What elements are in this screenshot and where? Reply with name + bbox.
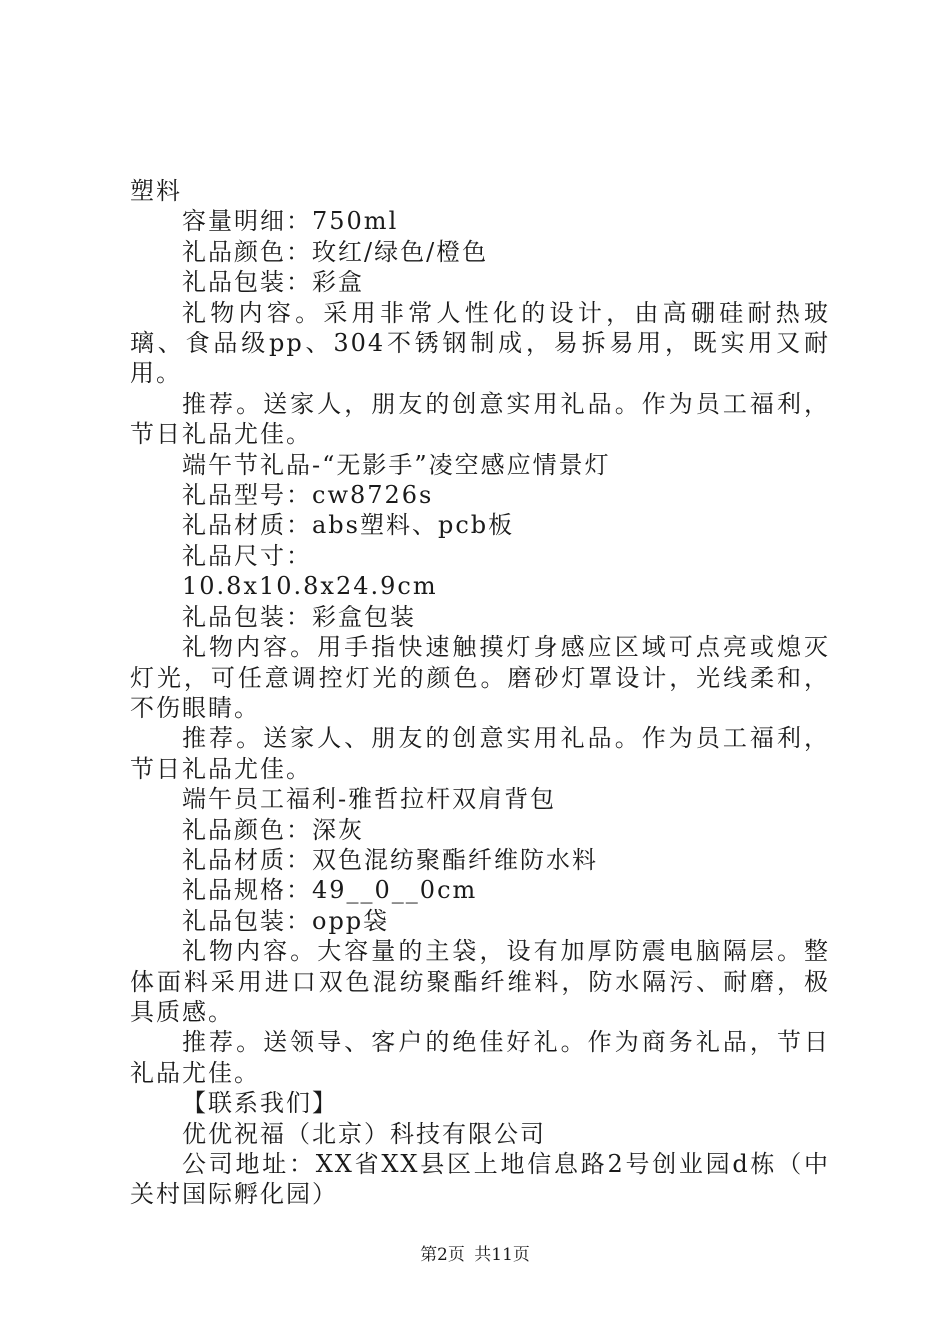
paragraph: 公司地址：XX省XX县区上地信息路2号创业园d栋（中关村国际孵化园） — [130, 1150, 830, 1209]
paragraph: 礼品包装：彩盒包装 — [182, 602, 416, 631]
paragraph: 礼品包装：opp袋 — [182, 906, 390, 935]
paragraph: 推荐。送家人、朋友的创意实用礼品。作为员工福利，节日礼品尤佳。 — [130, 724, 830, 783]
paragraph: 礼品材质：abs塑料、pcb板 — [182, 511, 515, 540]
paragraph: 优优祝福（北京）科技有限公司 — [182, 1119, 546, 1148]
paragraph: 礼物内容。采用非常人性化的设计，由高硼硅耐热玻璃、食品级pp、304不锈钢制成，易拆易用，既实用又耐用。 — [130, 298, 830, 388]
paragraph: 端午员工福利-雅哲拉杆双肩背包 — [182, 785, 557, 814]
paragraph: 礼品规格：49__0__0cm — [182, 876, 478, 905]
paragraph: 礼品包装：彩盒 — [182, 268, 364, 297]
page-footer — [0, 1244, 950, 1266]
paragraph: 【联系我们】 — [182, 1089, 338, 1118]
paragraph: 10.8x10.8x24.9cm — [182, 572, 438, 601]
paragraph: 礼物内容。用手指快速触摸灯身感应区域可点亮或熄灭灯光，可任意调控灯光的颜色。磨砂灯罩设计，光线柔和，不伤眼睛。 — [130, 633, 830, 722]
paragraph: 端午节礼品-“无影手”凌空感应情景灯 — [182, 450, 611, 479]
paragraph: 容量明细：750ml — [182, 207, 399, 236]
page-total: 共11页 — [474, 1245, 530, 1265]
paragraph: 礼品颜色：深灰 — [182, 815, 364, 844]
paragraph: 礼品尺寸： — [182, 541, 312, 570]
paragraph: 推荐。送领导、客户的绝佳好礼。作为商务礼品，节日礼品尤佳。 — [130, 1028, 830, 1087]
paragraph: 礼品颜色：玫红/绿色/橙色 — [182, 237, 489, 266]
document-body — [130, 176, 830, 1210]
paragraph: 推荐。送家人，朋友的创意实用礼品。作为员工福利，节日礼品尤佳。 — [130, 389, 830, 449]
paragraph: 礼物内容。大容量的主袋，设有加厚防震电脑隔层。整体面料采用进口双色混纺聚酯纤维料，防水隔污、耐磨，极具质感。 — [130, 937, 830, 1026]
paragraph: 塑料 — [130, 177, 182, 205]
paragraph: 礼品型号：cw8726s — [182, 481, 434, 510]
paragraph: 礼品材质：双色混纺聚酯纤维防水料 — [182, 845, 598, 874]
page-number: 第2页 — [420, 1245, 465, 1265]
